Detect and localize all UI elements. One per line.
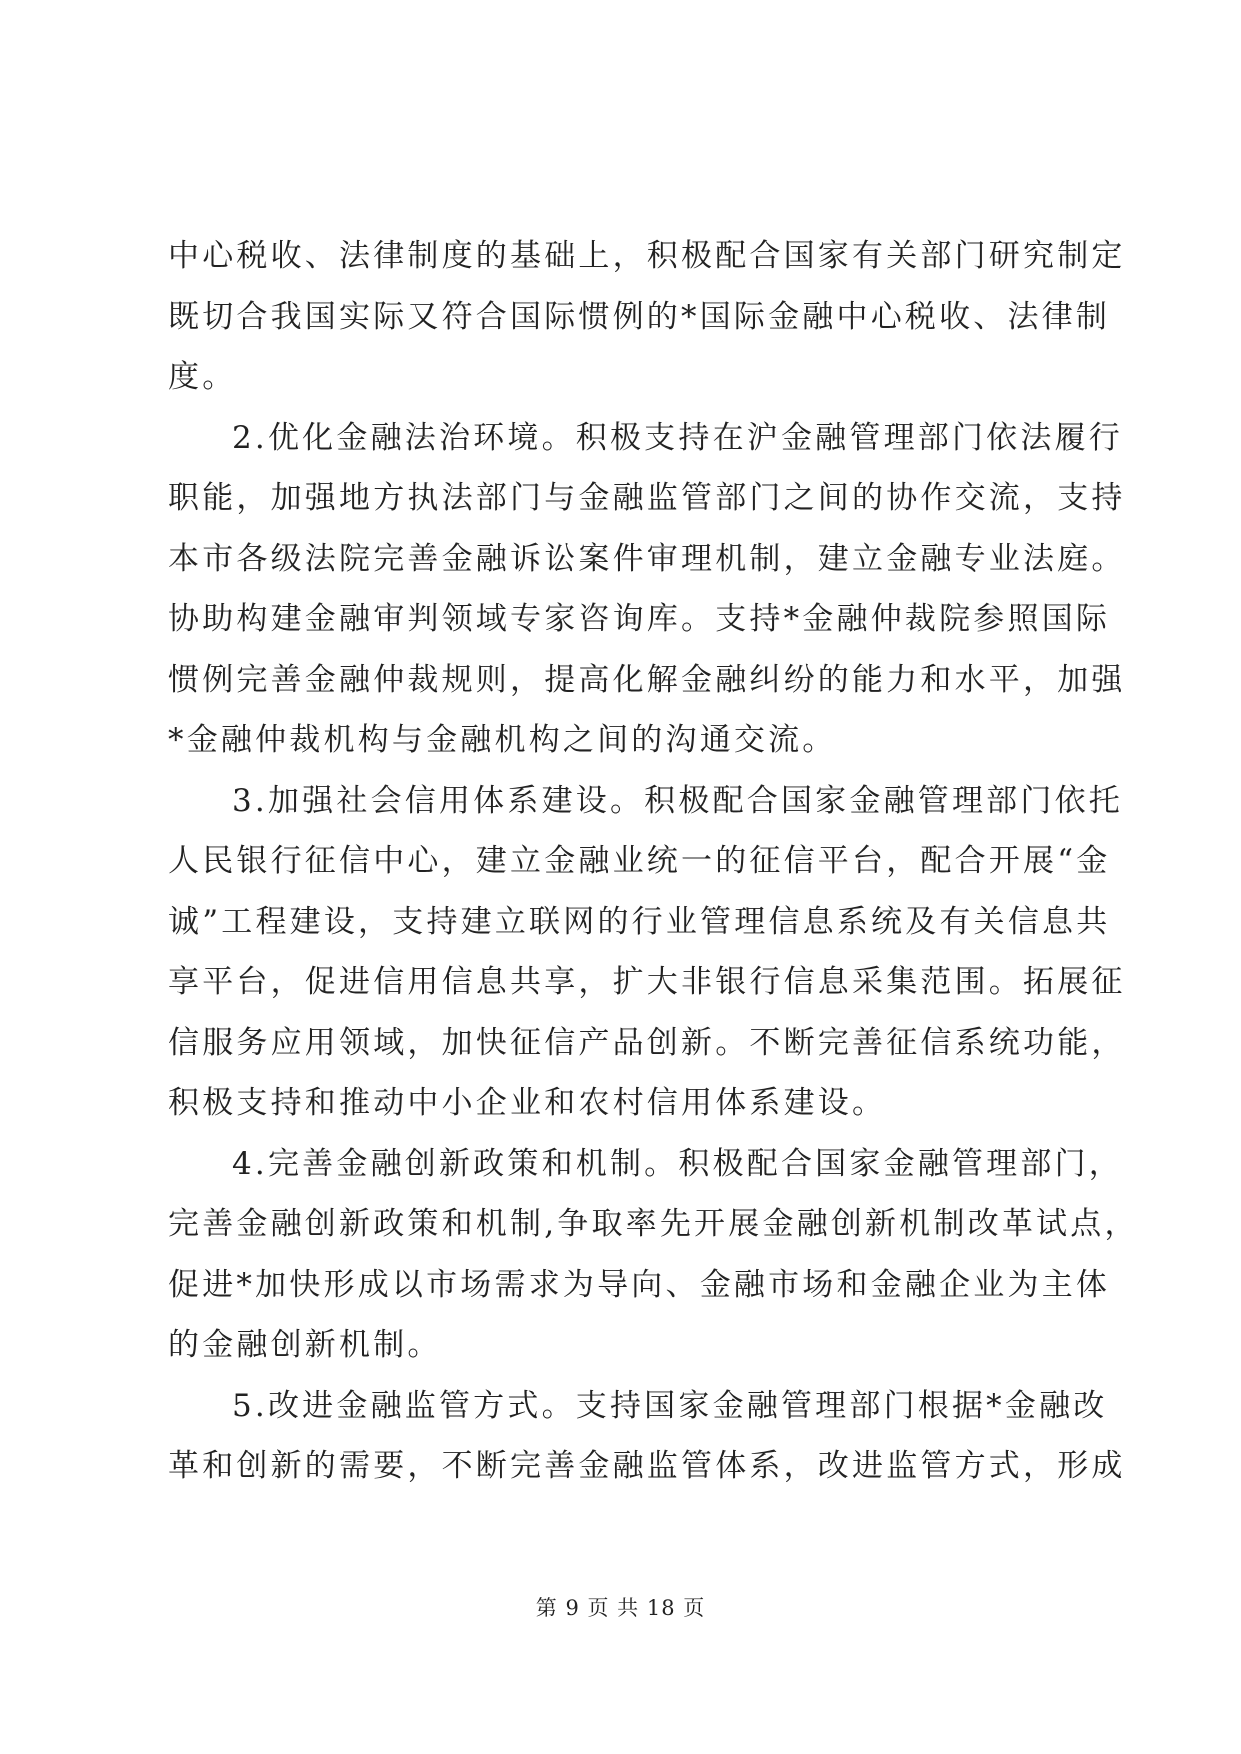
body-text (168, 226, 1139, 1497)
text-line: 2.优化金融法治环境。积极支持在沪金融管理部门依法履行 (232, 419, 1123, 456)
text-line: 3.加强社会信用体系建设。积极配合国家金融管理部门依托 (232, 782, 1123, 819)
text-line: 的金融创新机制。 (168, 1327, 442, 1363)
text-line: 积极支持和推动中小企业和农村信用体系建设。 (168, 1085, 887, 1121)
text-line: 4.完善金融创新政策和机制。积极配合国家金融管理部门， (232, 1145, 1123, 1182)
text-line: 协助构建金融审判领域专家咨询库。支持*金融仲裁院参照国际 (168, 601, 1111, 637)
text-line: 促进*加快形成以市场需求为导向、金融市场和金融企业为主体 (168, 1266, 1111, 1303)
text-line: 5.改进金融监管方式。支持国家金融管理部门根据*金融改 (232, 1387, 1108, 1424)
text-line: 革和创新的需要，不断完善金融监管体系，改进监管方式，形成 (168, 1448, 1126, 1484)
text-line: 惯例完善金融仲裁规则，提高化解金融纠纷的能力和水平，加强 (168, 661, 1126, 698)
text-line: 本市各级法院完善金融诉讼案件审理机制，建立金融专业法庭。 (168, 540, 1126, 577)
text-line: 人民银行征信中心，建立金融业统一的征信平台，配合开展“金 (168, 843, 1111, 879)
text-line: 享平台，促进信用信息共享，扩大非银行信息采集范围。拓展征 (168, 964, 1126, 1000)
page-footer: 第 9 页 共 18 页 (535, 1596, 706, 1620)
text-line: 既切合我国实际又符合国际惯例的*国际金融中心税收、法律制 (168, 298, 1111, 335)
text-line: 信服务应用领域，加快征信产品创新。不断完善征信系统功能， (168, 1024, 1126, 1061)
text-line: 中心税收、法律制度的基础上，积极配合国家有关部门研究制定 (168, 238, 1126, 274)
text-line: 职能，加强地方执法部门与金融监管部门之间的协作交流，支持 (168, 480, 1126, 516)
text-line: 完善金融创新政策和机制,争取率先开展金融创新机制改革试点， (168, 1206, 1139, 1242)
text-line: 度。 (168, 359, 237, 395)
text-line: 诚”工程建设，支持建立联网的行业管理信息系统及有关信息共 (168, 903, 1111, 940)
text-line: *金融仲裁机构与金融机构之间的沟通交流。 (168, 722, 837, 758)
